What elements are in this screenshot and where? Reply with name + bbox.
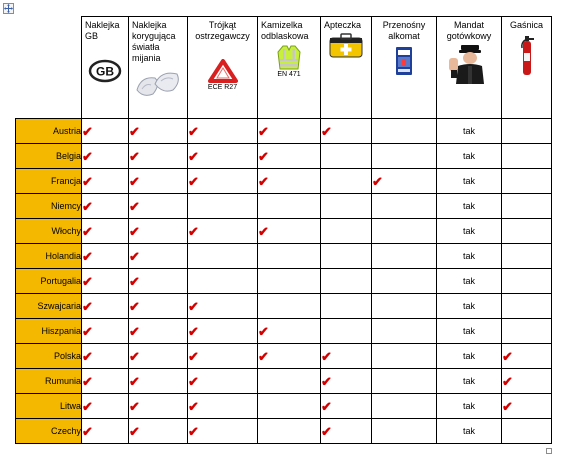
data-cell[interactable]	[321, 344, 372, 369]
table-resize-handle[interactable]	[546, 448, 552, 454]
check-mark-icon: ✔	[129, 223, 140, 239]
data-cell[interactable]	[129, 394, 188, 419]
data-cell[interactable]	[502, 294, 552, 319]
check-mark-icon: ✔	[188, 398, 199, 414]
data-cell[interactable]	[502, 344, 552, 369]
data-cell[interactable]	[129, 319, 188, 344]
country-cell: Rumunia	[16, 369, 82, 394]
data-cell[interactable]	[321, 219, 372, 244]
data-cell[interactable]	[258, 244, 321, 269]
data-cell[interactable]	[82, 419, 129, 444]
data-cell[interactable]	[372, 394, 437, 419]
data-cell[interactable]	[129, 169, 188, 194]
data-cell[interactable]	[321, 319, 372, 344]
mandat-cell[interactable]: tak	[437, 244, 502, 269]
data-cell[interactable]	[321, 394, 372, 419]
data-cell[interactable]	[188, 119, 258, 144]
table-row	[16, 169, 552, 194]
country-cell: Szwajcaria	[16, 294, 82, 319]
check-mark-icon: ✔	[188, 348, 199, 364]
data-cell[interactable]	[258, 369, 321, 394]
data-cell[interactable]	[502, 194, 552, 219]
data-cell[interactable]	[502, 419, 552, 444]
data-cell[interactable]	[372, 194, 437, 219]
table-row	[16, 144, 552, 169]
country-cell: Belgia	[16, 144, 82, 169]
data-cell[interactable]	[188, 194, 258, 219]
data-cell[interactable]	[321, 119, 372, 144]
check-mark-icon: ✔	[188, 223, 199, 239]
data-cell[interactable]	[321, 144, 372, 169]
check-mark-icon: ✔	[82, 248, 93, 264]
data-cell[interactable]	[321, 419, 372, 444]
check-mark-icon: ✔	[258, 123, 269, 139]
table-row	[16, 319, 552, 344]
check-mark-icon: ✔	[188, 373, 199, 389]
country-cell: Austria	[16, 119, 82, 144]
check-mark-icon: ✔	[372, 173, 383, 189]
data-cell[interactable]	[372, 419, 437, 444]
fire-extinguisher-icon	[518, 35, 536, 77]
gb-sticker-icon	[88, 59, 122, 83]
first-aid-kit-icon	[328, 33, 364, 59]
country-cell: Portugalia	[16, 269, 82, 294]
column-header-gb-sticker[interactable]	[82, 17, 129, 119]
data-cell[interactable]	[82, 369, 129, 394]
check-mark-icon: ✔	[188, 323, 199, 339]
data-cell[interactable]	[502, 119, 552, 144]
column-label: Kamizelka odblaskowa	[261, 20, 309, 41]
mandat-cell[interactable]: tak	[437, 394, 502, 419]
data-cell[interactable]	[188, 269, 258, 294]
check-mark-icon: ✔	[129, 373, 140, 389]
data-cell[interactable]	[321, 269, 372, 294]
data-cell[interactable]	[129, 269, 188, 294]
column-label: Apteczka	[324, 20, 362, 30]
data-cell[interactable]	[188, 244, 258, 269]
check-mark-icon: ✔	[129, 298, 140, 314]
check-mark-icon: ✔	[129, 173, 140, 189]
data-cell[interactable]	[82, 269, 129, 294]
data-cell[interactable]	[188, 294, 258, 319]
table-row	[16, 119, 552, 144]
data-cell[interactable]	[502, 394, 552, 419]
data-cell[interactable]	[129, 244, 188, 269]
check-mark-icon: ✔	[82, 123, 93, 139]
mandat-cell[interactable]: tak	[437, 419, 502, 444]
gb-sticker-text: GB	[96, 64, 114, 79]
data-cell[interactable]	[82, 319, 129, 344]
warning-triangle-icon	[208, 59, 238, 83]
data-cell[interactable]	[82, 294, 129, 319]
country-cell: Polska	[16, 344, 82, 369]
table-row	[16, 219, 552, 244]
data-cell[interactable]	[188, 144, 258, 169]
check-mark-icon: ✔	[82, 323, 93, 339]
table-row	[16, 294, 552, 319]
mandat-cell[interactable]: tak	[437, 219, 502, 244]
column-header-breathalyzer[interactable]	[372, 17, 437, 119]
country-cell: Holandia	[16, 244, 82, 269]
table-row	[16, 394, 552, 419]
data-cell[interactable]	[129, 369, 188, 394]
data-cell[interactable]	[129, 419, 188, 444]
data-cell[interactable]	[258, 419, 321, 444]
check-mark-icon: ✔	[321, 423, 332, 439]
column-header-first-aid-kit[interactable]	[321, 17, 372, 119]
mandat-cell[interactable]: tak	[437, 169, 502, 194]
data-cell[interactable]	[82, 344, 129, 369]
data-cell[interactable]	[258, 344, 321, 369]
data-cell[interactable]	[258, 144, 321, 169]
check-mark-icon: ✔	[188, 123, 199, 139]
data-cell[interactable]	[372, 344, 437, 369]
data-cell[interactable]	[258, 169, 321, 194]
data-cell[interactable]	[258, 269, 321, 294]
check-mark-icon: ✔	[129, 123, 140, 139]
data-cell[interactable]	[372, 144, 437, 169]
data-cell[interactable]	[321, 194, 372, 219]
check-mark-icon: ✔	[129, 273, 140, 289]
check-mark-icon: ✔	[82, 148, 93, 164]
data-cell[interactable]	[129, 344, 188, 369]
data-cell[interactable]	[321, 369, 372, 394]
check-mark-icon: ✔	[82, 273, 93, 289]
country-cell: Czechy	[16, 419, 82, 444]
mandat-cell[interactable]: tak	[437, 194, 502, 219]
mandat-cell[interactable]: tak	[437, 319, 502, 344]
data-cell[interactable]	[258, 194, 321, 219]
check-mark-icon: ✔	[188, 423, 199, 439]
data-cell[interactable]	[372, 319, 437, 344]
data-cell[interactable]	[188, 319, 258, 344]
check-mark-icon: ✔	[129, 348, 140, 364]
data-cell[interactable]	[258, 219, 321, 244]
column-label: Naklejka GB	[85, 20, 120, 41]
country-cell: Hiszpania	[16, 319, 82, 344]
data-cell[interactable]	[129, 294, 188, 319]
data-cell[interactable]	[502, 169, 552, 194]
vest-standard-caption: EN 471	[277, 71, 301, 78]
check-mark-icon: ✔	[188, 298, 199, 314]
data-cell[interactable]	[258, 294, 321, 319]
data-cell[interactable]	[82, 244, 129, 269]
data-cell[interactable]	[502, 369, 552, 394]
check-mark-icon: ✔	[258, 323, 269, 339]
mandat-cell[interactable]: tak	[437, 119, 502, 144]
corner-cell	[16, 17, 82, 119]
check-mark-icon: ✔	[129, 398, 140, 414]
data-cell[interactable]	[188, 344, 258, 369]
column-label: Mandat gotówkowy	[446, 20, 492, 41]
data-cell[interactable]	[129, 194, 188, 219]
data-cell[interactable]	[502, 269, 552, 294]
data-cell[interactable]	[258, 394, 321, 419]
data-cell[interactable]	[372, 294, 437, 319]
check-mark-icon: ✔	[258, 173, 269, 189]
column-header-cash-fine[interactable]	[437, 17, 502, 119]
data-cell[interactable]	[188, 369, 258, 394]
headlight-deflector-icon	[133, 66, 183, 100]
check-mark-icon: ✔	[82, 298, 93, 314]
data-cell[interactable]	[129, 144, 188, 169]
check-mark-icon: ✔	[321, 398, 332, 414]
check-mark-icon: ✔	[129, 423, 140, 439]
data-cell[interactable]	[321, 294, 372, 319]
column-header-warning-triangle[interactable]	[188, 17, 258, 119]
check-mark-icon: ✔	[258, 223, 269, 239]
column-header-fire-extinguisher[interactable]	[502, 17, 552, 119]
breathalyzer-icon	[394, 46, 414, 76]
column-label: Trójkąt ostrzegawczy	[195, 20, 250, 41]
check-mark-icon: ✔	[321, 123, 332, 139]
check-mark-icon: ✔	[258, 348, 269, 364]
check-mark-icon: ✔	[502, 348, 513, 364]
data-cell[interactable]	[82, 394, 129, 419]
data-cell[interactable]	[321, 169, 372, 194]
check-mark-icon: ✔	[82, 423, 93, 439]
data-cell[interactable]	[129, 219, 188, 244]
data-cell[interactable]	[321, 244, 372, 269]
check-mark-icon: ✔	[129, 198, 140, 214]
column-label: Naklejka korygująca światła mijania	[132, 20, 176, 63]
data-cell[interactable]	[372, 244, 437, 269]
triangle-standard-caption: ECE R27	[207, 84, 238, 91]
data-cell[interactable]	[502, 244, 552, 269]
table-row	[16, 344, 552, 369]
table-row	[16, 269, 552, 294]
mandat-cell[interactable]: tak	[437, 344, 502, 369]
data-cell[interactable]	[82, 219, 129, 244]
equipment-requirements-table	[15, 16, 552, 444]
reflective-vest-icon	[276, 44, 302, 70]
data-cell[interactable]	[258, 319, 321, 344]
data-cell[interactable]	[188, 419, 258, 444]
country-cell: Francja	[16, 169, 82, 194]
data-cell[interactable]	[188, 219, 258, 244]
country-cell: Litwa	[16, 394, 82, 419]
mandat-cell[interactable]: tak	[437, 269, 502, 294]
country-cell: Włochy	[16, 219, 82, 244]
table-row	[16, 244, 552, 269]
check-mark-icon: ✔	[129, 323, 140, 339]
check-mark-icon: ✔	[82, 373, 93, 389]
data-cell[interactable]	[372, 369, 437, 394]
check-mark-icon: ✔	[129, 148, 140, 164]
check-mark-icon: ✔	[321, 373, 332, 389]
data-cell[interactable]	[372, 269, 437, 294]
mandat-cell[interactable]: tak	[437, 369, 502, 394]
check-mark-icon: ✔	[188, 148, 199, 164]
check-mark-icon: ✔	[82, 223, 93, 239]
mandat-cell[interactable]: tak	[437, 294, 502, 319]
check-mark-icon: ✔	[82, 198, 93, 214]
data-cell[interactable]	[258, 119, 321, 144]
data-cell[interactable]	[188, 394, 258, 419]
column-header-headlight-deflector[interactable]	[129, 17, 188, 119]
header-row	[16, 17, 552, 119]
mandat-cell[interactable]: tak	[437, 144, 502, 169]
check-mark-icon: ✔	[188, 173, 199, 189]
data-cell[interactable]	[502, 144, 552, 169]
data-cell[interactable]	[82, 144, 129, 169]
data-cell[interactable]	[372, 219, 437, 244]
check-mark-icon: ✔	[82, 348, 93, 364]
data-cell[interactable]	[129, 119, 188, 144]
data-cell[interactable]	[372, 169, 437, 194]
check-mark-icon: ✔	[502, 373, 513, 389]
column-header-reflective-vest[interactable]	[258, 17, 321, 119]
table-row	[16, 194, 552, 219]
data-cell[interactable]	[502, 319, 552, 344]
check-mark-icon: ✔	[129, 248, 140, 264]
country-cell: Niemcy	[16, 194, 82, 219]
data-cell[interactable]	[372, 119, 437, 144]
data-cell[interactable]	[82, 194, 129, 219]
data-cell[interactable]	[82, 169, 129, 194]
table-move-handle-icon[interactable]	[3, 3, 14, 14]
data-cell[interactable]	[82, 119, 129, 144]
column-label: Gaśnica	[509, 20, 544, 30]
check-mark-icon: ✔	[82, 173, 93, 189]
check-mark-icon: ✔	[502, 398, 513, 414]
check-mark-icon: ✔	[321, 348, 332, 364]
column-label: Przenośny alkomat	[382, 20, 426, 41]
data-cell[interactable]	[502, 219, 552, 244]
data-cell[interactable]	[188, 169, 258, 194]
police-officer-icon	[448, 44, 490, 84]
table-row	[16, 419, 552, 444]
check-mark-icon: ✔	[258, 148, 269, 164]
table-row	[16, 369, 552, 394]
check-mark-icon: ✔	[82, 398, 93, 414]
